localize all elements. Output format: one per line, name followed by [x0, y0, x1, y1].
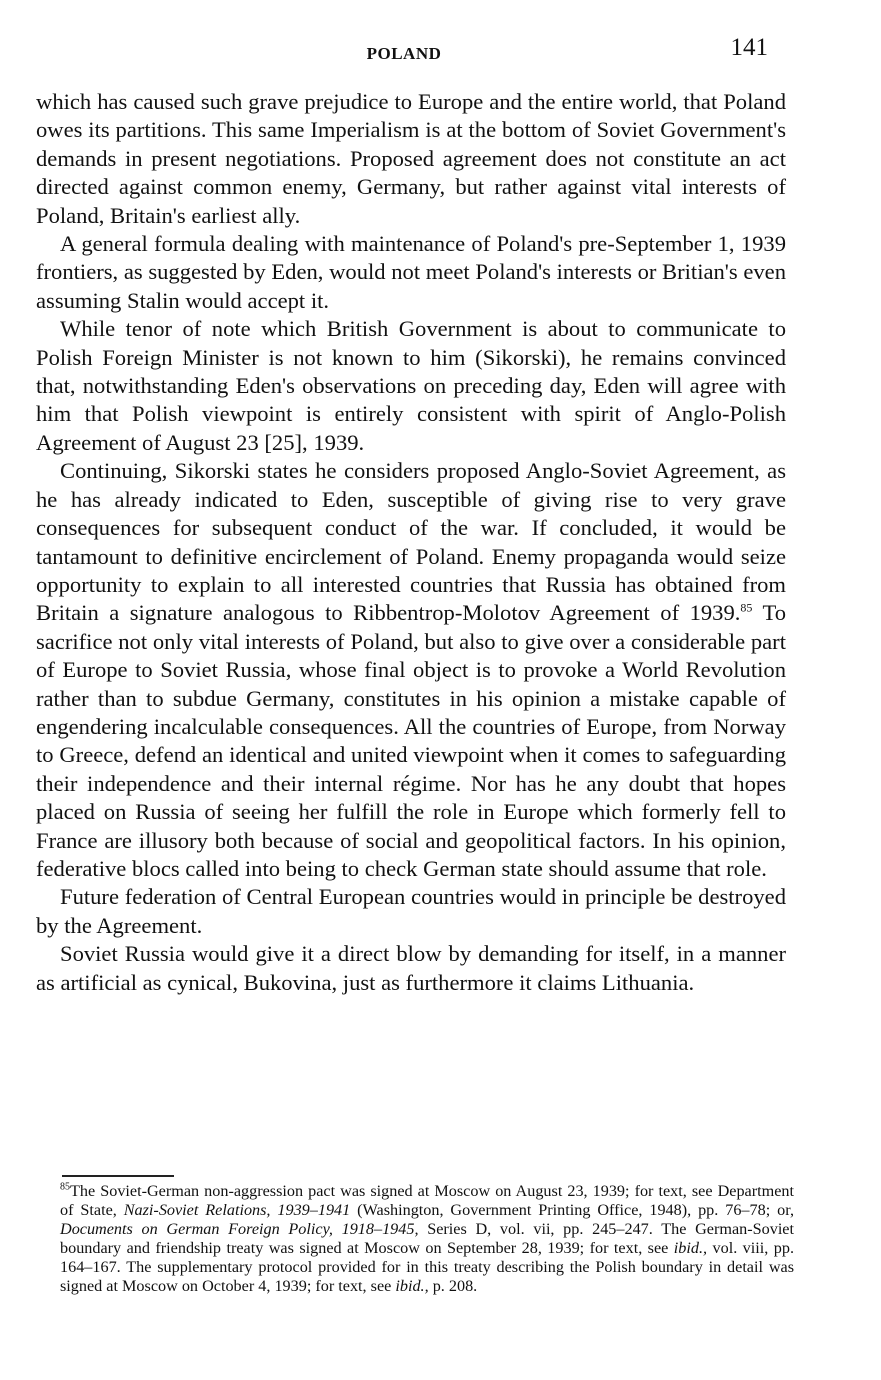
- running-head: POLAND: [366, 44, 442, 63]
- paragraph-1: which has caused such grave prejudice to Europe and the entire world, that Poland owes its partitions. This same Imperialism is at the bottom of Soviet Government's demands in present negotiations. Proposed agreement does not constitute an act directed against common enemy, Germany, but rather against vital interests of Poland, Britain's earliest ally.: [36, 89, 786, 228]
- footnote-title-2: Documents on German Foreign Policy, 1918–1945,: [60, 1220, 419, 1238]
- paragraph-4-part-2: To sacrifice not only vital interests of Poland, but also to give over a considerable part of Europe to Soviet Russia, whose final object is to provoke a World Revolution rather than to subdue Germany, constitutes in his opinion a mistake capable of engendering incalculable consequences. All the countries of Europe, from Norway to Greece, defend an identical and united viewpoint when it comes to safeguarding their independence and their internal régime. Nor has he any doubt that hopes placed on Russia of seeing her fulfill the role in Europe which formerly fell to France are illusory both because of social and geopolitical factors. In his opinion, federative blocs called into being to check German state should assume that role.: [36, 600, 786, 881]
- paragraph-3: While tenor of note which British Government is about to communicate to Polish Foreign Minister is not known to him (Sikorski), he remains convinced that, notwithstanding Eden's observations on preceding day, Eden will agree with him that Polish viewpoint is entirely consistent with spirit of Anglo-Polish Agreement of August 23 [25], 1939.: [36, 316, 786, 455]
- footnote-text-2: (Washington, Government Printing Office, 1948), pp. 76–78; or,: [350, 1201, 794, 1219]
- footnote-text-1: The Soviet-German non-aggression pact was signed at Moscow on August 23, 1939; for text, see Department of State,: [60, 1182, 794, 1219]
- paragraph-2: A general formula dealing with maintenance of Poland's pre-September 1, 1939 frontiers, as suggested by Eden, would not meet Poland's interests or Britian's even assuming Stalin would accept it.: [36, 231, 786, 313]
- paragraph-4-part-1: Continuing, Sikorski states he considers proposed Anglo-Soviet Agreement, as he has already indicated to Eden, susceptible of giving rise to very grave consequences for subsequent conduct of the war. If concluded, it would be tantamount to definitive encirclement of Poland. Enemy propaganda would seize opportunity to explain to all interested countries that Russia has obtained from Britain a signature analogous to Ribbentrop-Molotov Agreement of 1939.: [36, 458, 786, 626]
- footnote-divider: [62, 1175, 174, 1177]
- paragraph-5: Future federation of Central European countries would in principle be destroyed by the Agreement.: [36, 884, 786, 938]
- footnote-ibid-2: ibid.,: [395, 1277, 429, 1295]
- footnote-text-5: p. 208.: [428, 1277, 478, 1295]
- page-number: 141: [730, 34, 768, 61]
- footnote-text-3: Series D, vol. vii, pp. 245–247. The German-Soviet boundary and friendship treaty was signed at Moscow on September 28, 1939; for text, see: [60, 1220, 794, 1257]
- footnote-mark: 85: [60, 1181, 70, 1193]
- paragraph-4: [36, 457, 786, 883]
- footnote-title-1: Nazi-Soviet Relations, 1939–1941: [123, 1201, 351, 1219]
- footnote-ibid-1: ibid.,: [673, 1239, 708, 1257]
- footnote: [60, 1182, 794, 1296]
- footnote-reference: 85: [740, 600, 753, 615]
- body-text: [36, 88, 786, 997]
- page-header: [40, 34, 768, 70]
- footnote-text-4: vol. viii, pp. 164–167. The supplementary protocol provided for in this treaty describing the Polish boundary in detail was signed at Moscow on October 4, 1939; for text, see: [60, 1239, 794, 1295]
- paragraph-6: Soviet Russia would give it a direct blow by demanding for itself, in a manner as artificial as cynical, Bukovina, just as furthermore it claims Lithuania.: [36, 941, 786, 995]
